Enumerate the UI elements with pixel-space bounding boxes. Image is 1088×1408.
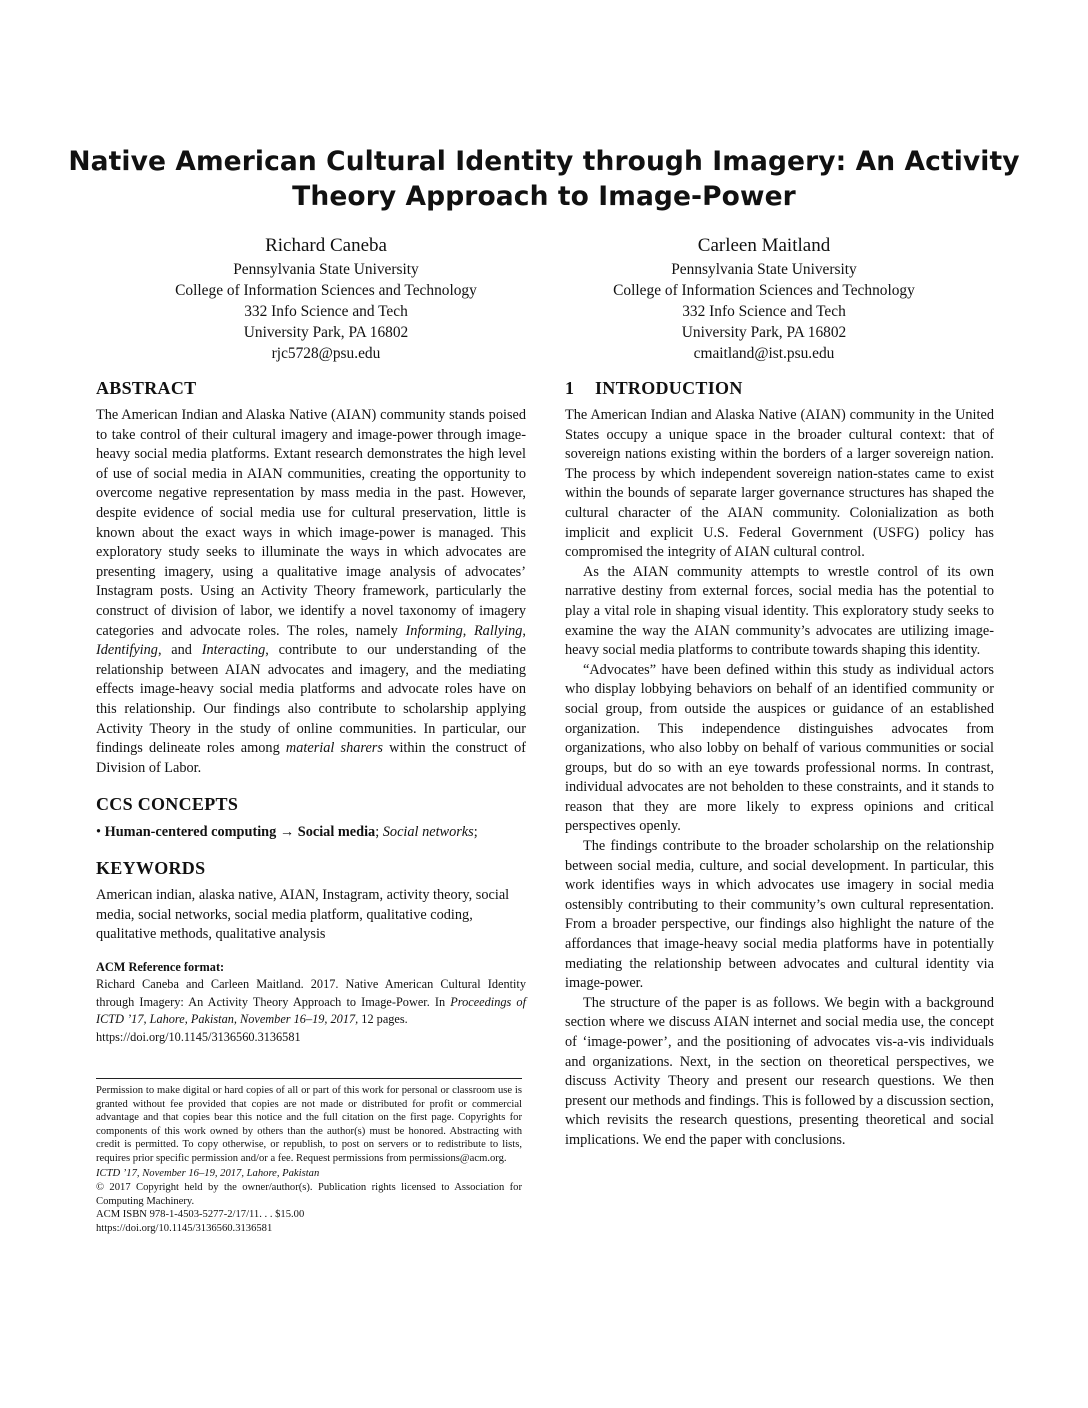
right-column: [565, 376, 994, 1151]
reference-text: Richard Caneba and Carleen Maitland. 2017. Native American Cultural Identity through Imagery: An Activity Theory Approach to Image-Power. In Proceedings of ICTD ’17, Lahore, Pakistan, November 16–19, 2017, 12 pages. https://doi.org/10.1145/3136560.3136581: [96, 977, 526, 1044]
author-address: 332 Info Science and Tech: [682, 303, 846, 320]
introduction-heading: 1 INTRODUCTION: [565, 378, 743, 398]
intro-paragraph-2: As the AIAN community attempts to wrestle control of its own narrative destiny from external forces, social media has the potential to play a vital role in shaping visual identity. This exploratory study seeks to examine the way the AIAN community’s advocates are utilizing image-heavy social media platforms to contribute towards shaping this identity.: [565, 563, 994, 659]
keywords-text: American indian, alaska native, AIAN, Instagram, activity theory, social media, social networks, social media platform, qualitative coding, qualitative methods, qualitative analysis: [96, 887, 510, 943]
author-block-1: [106, 234, 546, 364]
abstract-section: [96, 376, 526, 778]
copyright-footnote: [96, 1078, 522, 1236]
author-name: Carleen Maitland: [697, 235, 831, 256]
author-email[interactable]: cmaitland@ist.psu.edu: [693, 345, 835, 362]
copyright-line: © 2017 Copyright held by the owner/author(s). Publication rights licensed to Association for Computing Machinery.: [96, 1182, 522, 1207]
ccs-heading: CCS CONCEPTS: [96, 794, 239, 815]
reference-heading: ACM Reference format:: [96, 960, 225, 975]
intro-paragraph-3: “Advocates” have been defined within this study as individual actors who display lobbying behaviors on behalf of an identified community or social group, from outside the auspices or guidance of an established organization. This independence distinguishes advocates from organizations, who also lobby on behalf of various communities or social groups, but do so with an eye towards professional norms. In contrast, individual advocates are not beholden to these constraints, and it stands to reason that they are more likely to express opinions and critical perspectives openly.: [565, 661, 994, 835]
author-department: College of Information Sciences and Technology: [175, 282, 477, 299]
reference-doi-link[interactable]: https://doi.org/10.1145/3136560.3136581: [96, 1029, 301, 1044]
keywords-heading: KEYWORDS: [96, 858, 206, 879]
author-block-2: [544, 234, 984, 364]
paper-title: Native American Cultural Identity through Imagery: An Activity Theory Approach to Image-Power: [68, 146, 1020, 212]
intro-paragraph-1: The American Indian and Alaska Native (AIAN) community in the United States occupy a unique space in the broader cultural context: that of sovereign nations existing within the borders of a larger sovereign nation. The process by which independent sovereign nation-states came to exist within the bounds of separate larger governance structures has shaped the cultural character of the AIAN community. Colonialization as both implicit and explicit U.S. Federal Government (USFG) policy has compromised the integrity of AIAN cultural control.: [565, 407, 994, 561]
author-city: University Park, PA 16802: [681, 324, 847, 341]
permission-notice: Permission to make digital or hard copies of all or part of this work for personal or classroom use is granted without fee provided that copies are not made or distributed for profit or commercial advantage and that copies bear this notice and the full citation on the first page. Copyrights for components of this work owned by others than the author(s) must be honored. Abstracting with credit is permitted. To copy otherwise, or republish, to post on servers or to redistribute to lists, requires prior specific permission and/or a fee. Request permissions from permissions@acm.org.: [96, 1085, 522, 1164]
ccs-section: [96, 792, 526, 842]
author-department: College of Information Sciences and Technology: [613, 282, 915, 299]
intro-paragraph-4: The findings contribute to the broader scholarship on the relationship between social media, culture, and social development. In particular, this work identifies ways in which advocates use imagery in social media ostensibly contributing to their community’s own cultural representation. From a broader perspective, our findings also highlight the nature of the affordances that image-heavy social media platforms have in potentially mediating the relationship between advocates and cultural identity via image-power.: [565, 838, 994, 992]
intro-paragraph-5: The structure of the paper is as follows. We begin with a background section where we discuss AIAN internet and social media use, the concept of ‘image-power’, and the positioning of advocates vis-a-vis individuals and organizations. Next, in the section on theoretical perspectives, we discuss Activity Theory and present our research questions. We then present our methods and findings. This is followed by a discussion section, which revisits the research questions, presenting theoretical and social implications. We end the paper with conclusions.: [565, 994, 994, 1148]
conference-line: ICTD ’17, November 16–19, 2017, Lahore, Pakistan: [96, 1167, 320, 1179]
acm-reference: [96, 959, 526, 1046]
author-name: Richard Caneba: [265, 235, 387, 256]
ccs-concepts: • Human-centered computing → Social media; Social networks;: [96, 824, 478, 841]
abstract-heading: ABSTRACT: [96, 378, 197, 398]
left-column: [96, 376, 526, 1046]
author-email[interactable]: rjc5728@psu.edu: [271, 345, 381, 362]
author-address: 332 Info Science and Tech: [244, 303, 408, 320]
abstract-text: The American Indian and Alaska Native (AIAN) community stands poised to take control of their cultural imagery and image-power through image-heavy social media platforms. Extant research demonstrates the high level of use of social media in AIAN communities, creating the opportunity to overcome negative representation by mass media in the past. However, despite evidence of social media use for cultural preservation, little is known about the exact ways in which image-power is managed. This exploratory study seeks to illuminate the ways in which advocates are presenting imagery, using a qualitative image analysis of advocates’ Instagram posts. Using an Activity Theory framework, particularly the construct of division of labor, we identify a novel taxonomy of imagery categories and advocate roles. The roles, namely Informing, Rallying, Identifying, and Interacting, contribute to our understanding of the relationship between AIAN advocates and imagery, and the mediating effects image-heavy social media platforms and advocate roles have on this relationship. Our findings also contribute to scholarship applying Activity Theory in the study of online communities. In particular, our findings delineate roles among material sharers within the construct of Division of Labor.: [96, 407, 527, 776]
keywords-section: [96, 856, 526, 945]
author-city: University Park, PA 16802: [243, 324, 409, 341]
isbn-line: ACM ISBN 978-1-4503-5277-2/17/11. . . $15.00: [96, 1209, 305, 1221]
author-affiliation: Pennsylvania State University: [671, 261, 857, 278]
footnote-doi-link[interactable]: https://doi.org/10.1145/3136560.3136581: [96, 1222, 273, 1234]
author-affiliation: Pennsylvania State University: [233, 261, 419, 278]
